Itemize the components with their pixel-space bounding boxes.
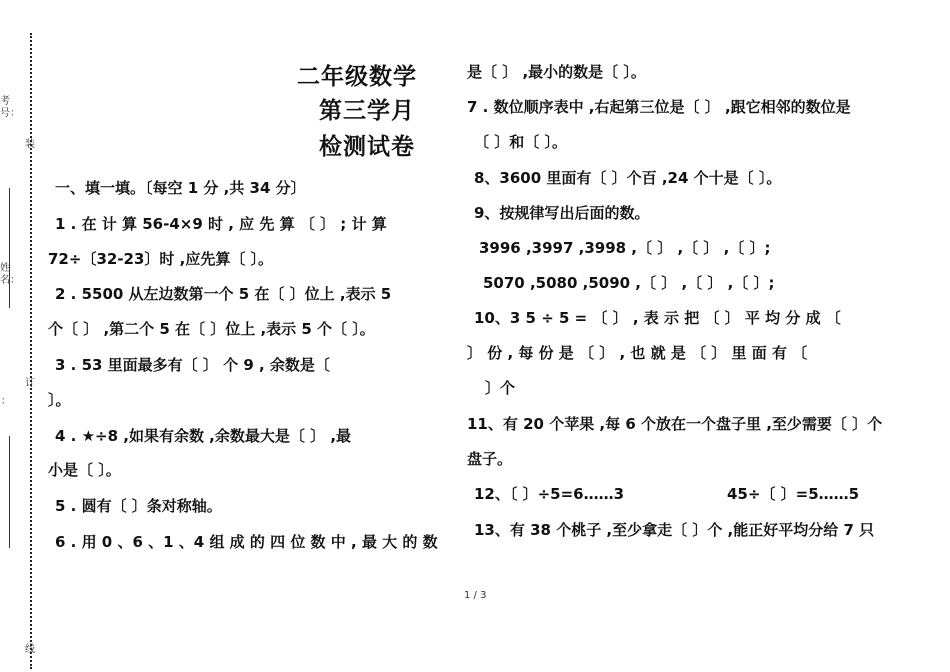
question-6-line-2: 是〔 〕 ,最小的数是〔 〕。 [467,63,646,81]
question-13-line-1: 13、有 38 个桃子 ,至少拿走〔 〕个 ,能正好平均分给 7 只 [474,521,875,539]
exam-number-label: 考号： [0,96,20,119]
question-7-line-2: 〔 〕和〔 〕。 [474,133,567,151]
question-9-sequence-2: 5070 ,5080 ,5090 ,〔 〕 ,〔 〕 ,〔 〕; [483,274,775,292]
question-11-line-2: 盘子。 [467,450,513,468]
class-write-line [9,436,10,548]
title-line-2: 第三学月 [319,98,415,124]
binding-mark: ： [1,396,11,407]
question-1-line-2: 72÷〔32-23〕时 ,应先算〔 〕。 [48,250,274,268]
binding-char-ding: 订 [25,378,35,389]
question-12-part-a: 12、〔 〕÷5=6……3 [474,485,625,503]
binding-char-zhuang: 装 [25,139,35,150]
question-2-line-1: 2 . 5500 从左边数第一个 5 在〔 〕位上 ,表示 5 [55,285,392,303]
question-3-line-2: 〕。 [48,391,71,409]
question-8: 8、3600 里面有〔 〕个百 ,24 个十是〔 〕。 [474,169,782,187]
question-12-part-b: 45÷〔 〕=5……5 [727,485,860,503]
question-6-line-1: 6 . 用 0 、6 、1 、4 组 成 的 四 位 数 中 , 最 大 的 数 [55,533,438,551]
question-5: 5 . 圆有〔 〕条对称轴。 [55,497,222,515]
question-11-line-1: 11、有 20 个苹果 ,每 6 个放在一个盘子里 ,至少需要〔 〕个 [467,415,883,433]
page-number: 1 / 3 [464,590,487,601]
title-line-1: 二年级数学 [297,64,417,90]
section-heading: 一、填一填。〔每空 1 分 ,共 34 分〕 [55,179,306,197]
question-3-line-1: 3 . 53 里面最多有〔 〕 个 9 , 余数是〔 [55,356,330,374]
title-line-3: 检测试卷 [319,134,415,160]
question-4-line-2: 小是〔 〕。 [48,461,121,479]
question-9-sequence-1: 3996 ,3997 ,3998 ,〔 〕 ,〔 〕 ,〔 〕; [479,239,771,257]
question-7-line-1: 7 . 数位顺序表中 ,右起第三位是〔 〕 ,跟它相邻的数位是 [467,98,851,116]
question-10-line-1: 10、3 5 ÷ 5 = 〔 〕 , 表 示 把 〔 〕 平 均 分 成 〔 [474,309,841,327]
binding-dotted-line [30,33,32,669]
question-10-line-3: 〕个 [485,379,516,397]
question-1-line-1: 1 . 在 计 算 56-4×9 时 , 应 先 算 〔 〕 ; 计 算 [55,215,387,233]
binding-char-xian: 线 [25,644,35,655]
question-4-line-1: 4 . ★÷8 ,如果有余数 ,余数最大是〔 〕 ,最 [55,427,352,445]
question-10-line-2: 〕 份 , 每 份 是 〔 〕 , 也 就 是 〔 〕 里 面 有 〔 [467,344,808,362]
question-9-heading: 9、按规律写出后面的数。 [474,204,650,222]
name-write-line [9,188,10,308]
student-name-label: 姓名： [0,263,20,286]
question-2-line-2: 个〔 〕 ,第二个 5 在〔 〕位上 ,表示 5 个〔 〕。 [48,320,375,338]
